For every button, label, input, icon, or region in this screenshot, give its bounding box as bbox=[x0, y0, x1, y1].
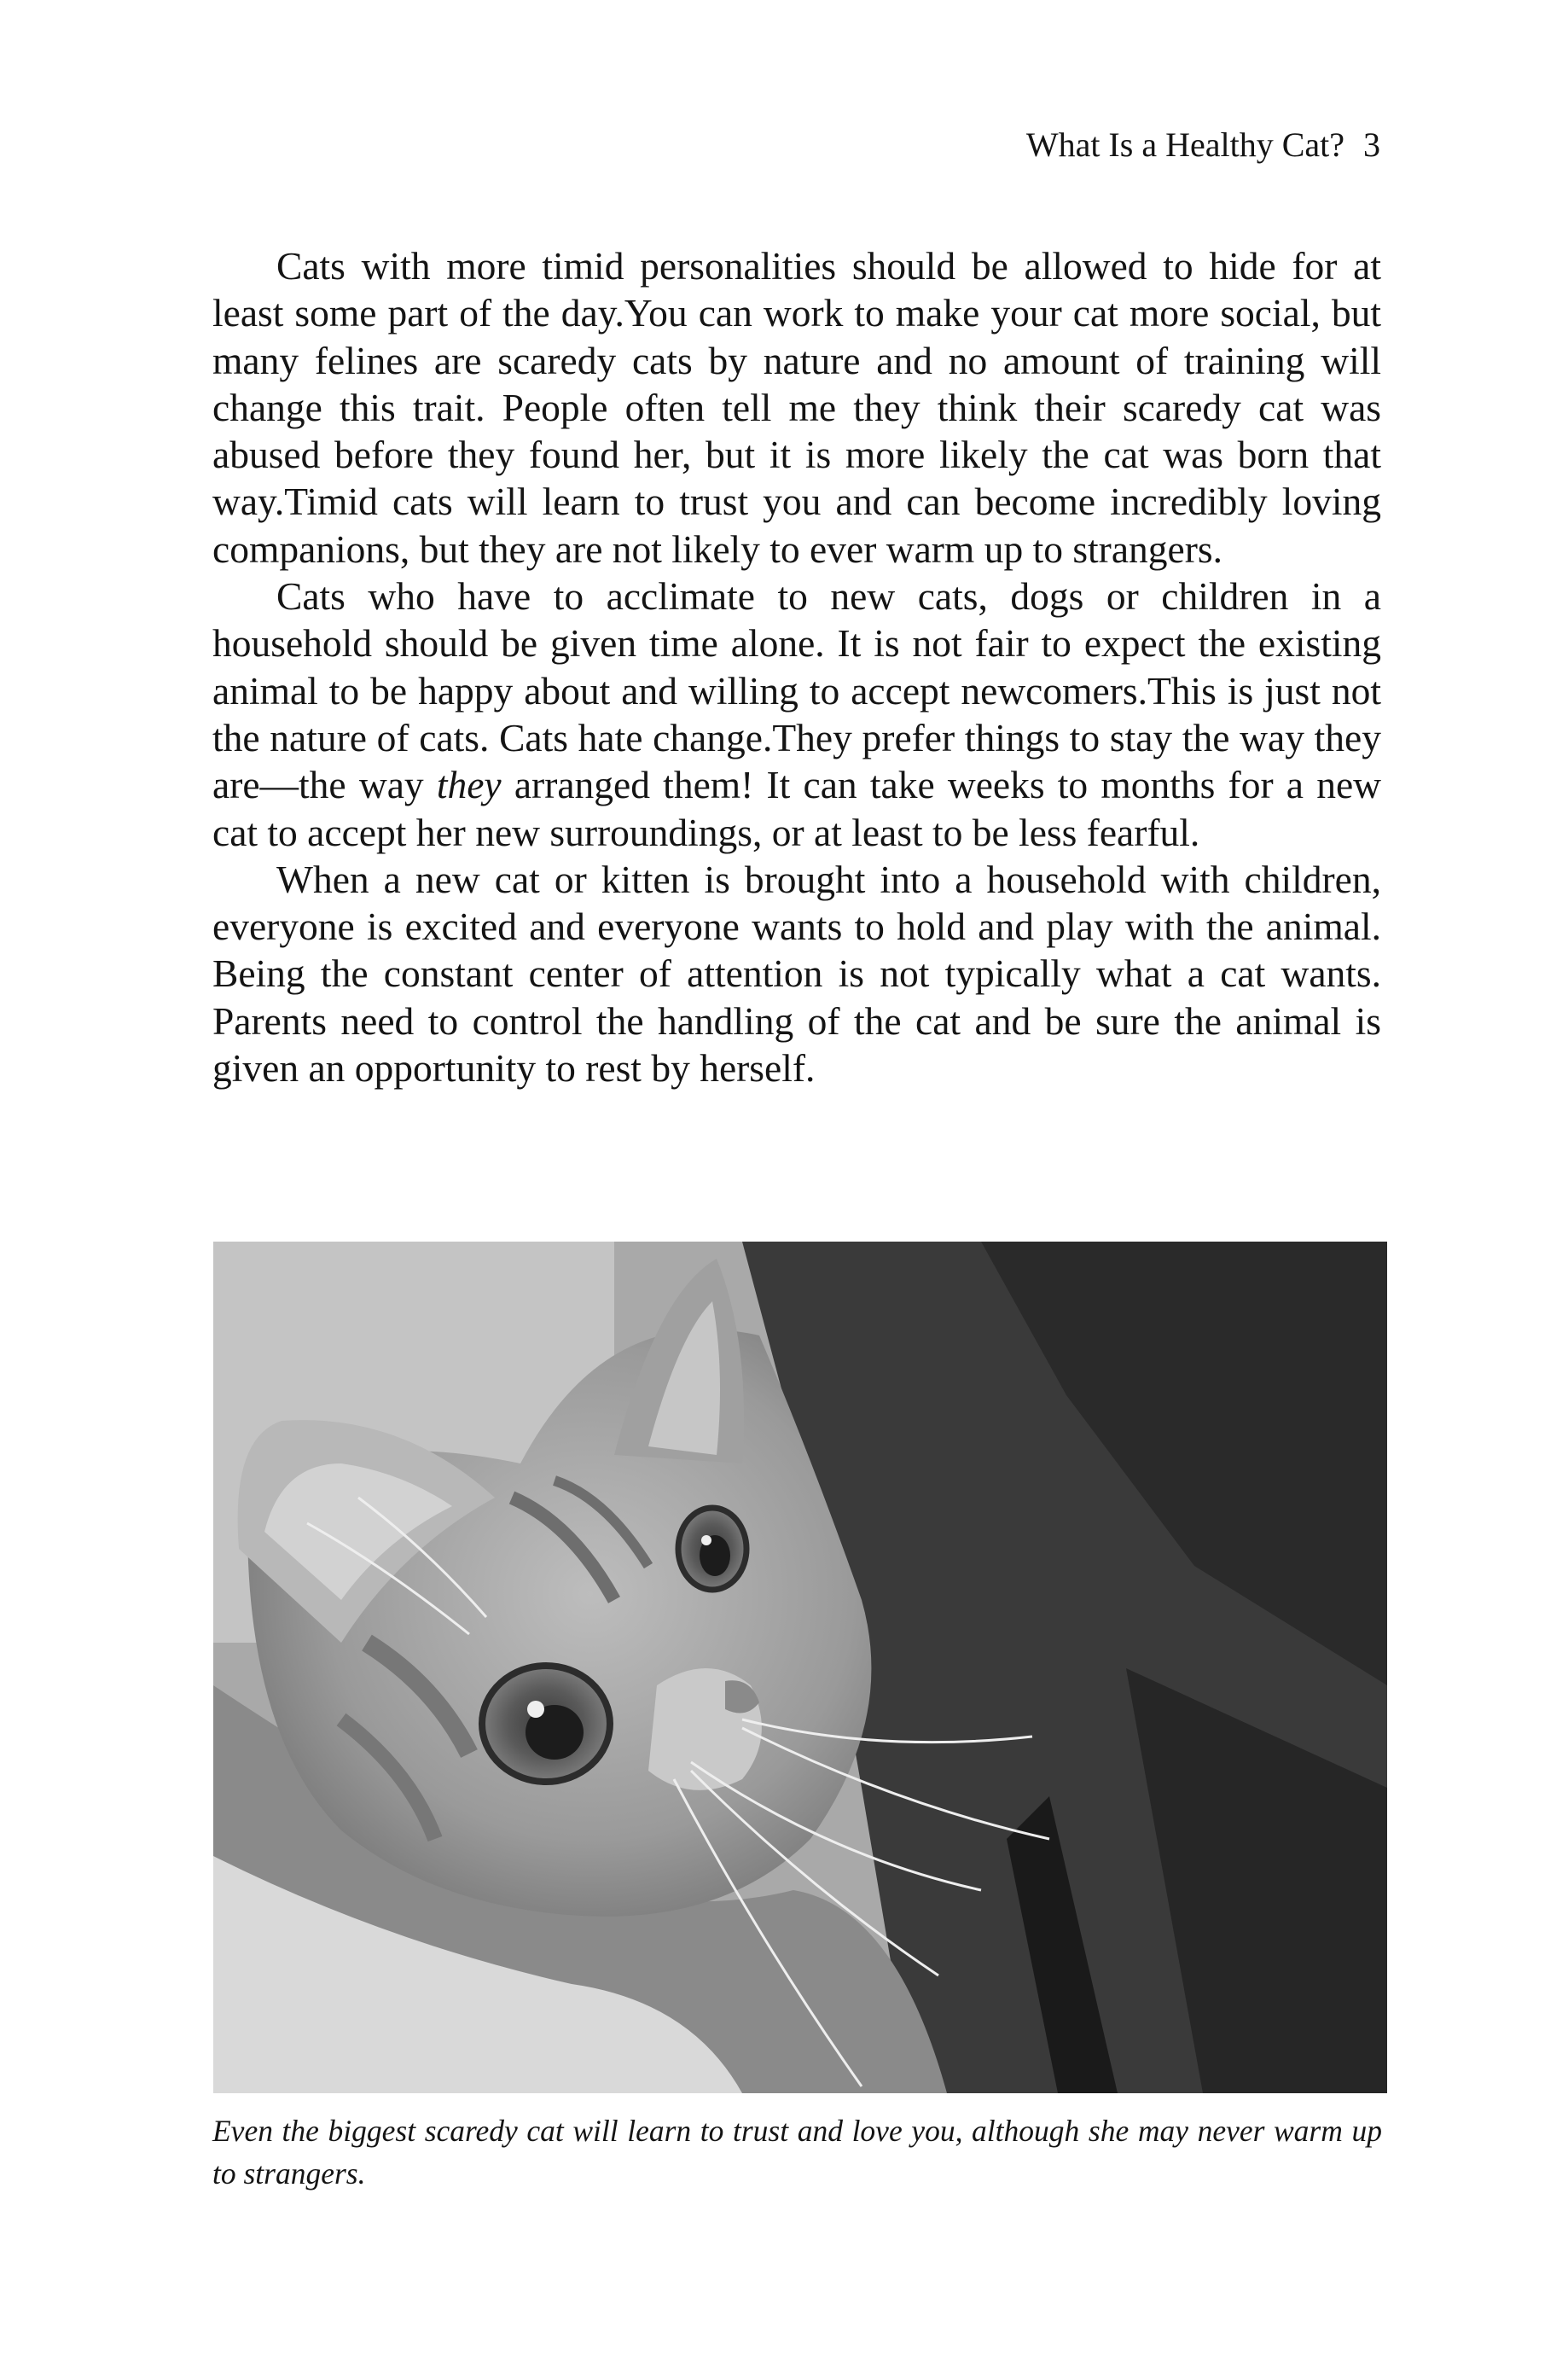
paragraph-2-emphasis: they bbox=[436, 763, 502, 807]
paragraph-2-text-end: arranged them! It can take weeks to months for a new cat to accept her new surroundings, or at least to be less fearful. bbox=[212, 763, 1381, 854]
body-text bbox=[212, 242, 1381, 1091]
paragraph-2-text-start: Cats who have to acclimate to new cats, dogs or children in a household should be given time alone. It is not fair to expect the existing animal to be happy about and willing to accept newcomers.This is just not the nature of cats. Cats hate change.They prefer things to stay the way they are—the way bbox=[212, 574, 1381, 807]
running-head bbox=[1026, 125, 1380, 166]
paragraph-2 bbox=[212, 573, 1381, 856]
paragraph-3: When a new cat or kitten is brought into a household with children, everyone is excited and everyone wants to hold and play with the animal. Being the constant center of attention is not typically what a cat wants. Parents need to control the handling of the cat and be sure the animal is given an opportunity to rest by herself. bbox=[212, 857, 1381, 1091]
cat-photo bbox=[213, 1242, 1387, 2093]
cat-photo-illustration bbox=[213, 1242, 1387, 2093]
running-title: What Is a Healthy Cat? bbox=[1025, 125, 1344, 164]
figure-caption: Even the biggest scaredy cat will learn to trust and love you, although she may never warm up to strangers. bbox=[212, 2114, 1382, 2191]
paragraph-1: Cats with more timid personalities should be allowed to hide for at least some part of the day.You can work to make your cat more social, but many felines are scaredy cats by nature and no amount of training will change this trait. People often tell me they think their scaredy cat was abused before they found her, but it is more likely the cat was born that way.Timid cats will learn to trust you and can become incredibly loving companions, but they are not likely to ever warm up to strangers. bbox=[212, 244, 1381, 571]
page-number: 3 bbox=[1363, 125, 1380, 164]
